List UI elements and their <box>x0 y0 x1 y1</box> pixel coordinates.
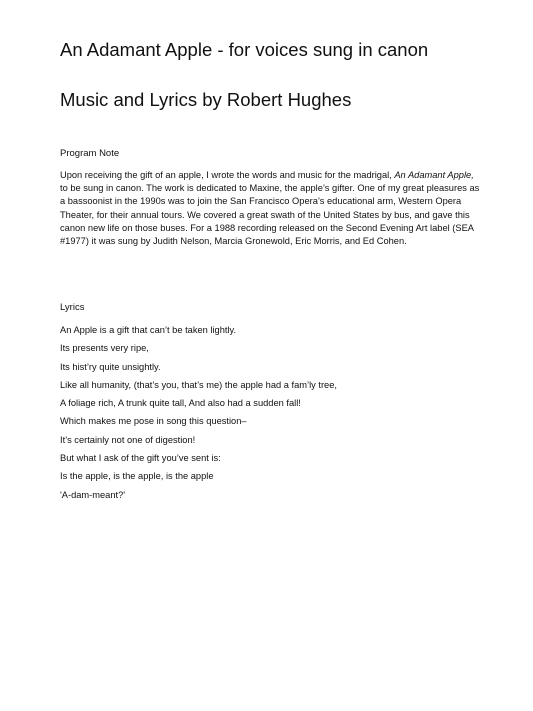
lyric-line: Like all humanity, (that’s you, that’s me) the apple had a fam’ly tree, <box>60 379 337 390</box>
document-title: An Adamant Apple - for voices sung in canon <box>60 39 429 60</box>
program-note-paragraph <box>60 169 480 248</box>
lyric-line: A foliage rich, A trunk quite tall, And also had a sudden fall! <box>60 398 301 409</box>
program-note-heading: Program Note <box>60 148 120 159</box>
lyric-line: An Apple is a gift that can’t be taken lightly. <box>60 325 237 335</box>
lyric-line: It’s certainly not one of digestion! <box>60 434 196 445</box>
lyric-line: 'A-dam-meant?' <box>60 489 126 500</box>
lyric-line: Its presents very ripe, <box>60 343 149 354</box>
lyric-line: Its hist’ry quite unsightly. <box>60 361 161 372</box>
document-subtitle: Music and Lyrics by Robert Hughes <box>60 89 352 110</box>
lyric-line: Which makes me pose in song this question– <box>60 416 247 427</box>
program-note-text-end: to be sung in canon. The work is dedicated to Maxine, the apple’s gifter. One of my great pleasures as a bassoonist in the 1990s was to join the San Francisco Opera’s educational arm, Western Opera Theater, for their annual tours. We covered a great swath of the United States by bus, and gave this canon new life on those buses. For a 1988 recording released on the Second Evening Art label (SEA #1977) it was sung by Judith Nelson, Marcia Gronewold, Eric Morris, and Ed Cohen. <box>60 183 480 247</box>
program-note-work-title: An Adamant Apple, <box>394 170 474 180</box>
lyric-line: But what I ask of the gift you’ve sent is: <box>60 453 221 464</box>
lyric-line: Is the apple, is the apple, is the apple <box>60 471 214 482</box>
lyrics-heading: Lyrics <box>60 302 85 313</box>
lyrics-list <box>60 324 500 507</box>
program-note-text-start: Upon receiving the gift of an apple, I wrote the words and music for the madrigal, <box>60 170 395 180</box>
